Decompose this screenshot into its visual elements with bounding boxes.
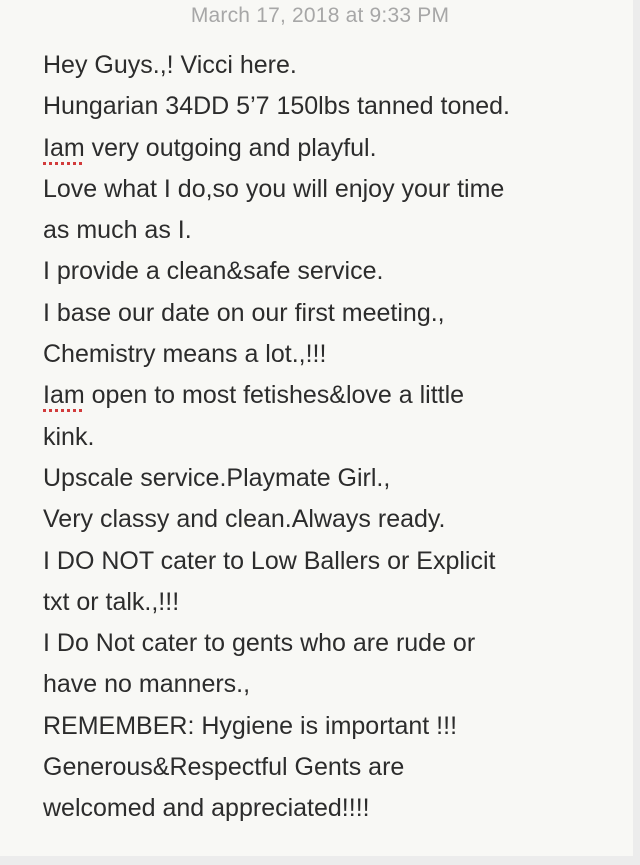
note-line	[43, 375, 613, 416]
note-line-text: open to most fetishes&love a little	[84, 381, 465, 410]
note-line: Generous&Respectful Gents are	[43, 753, 405, 782]
note-line: Chemistry means a lot.,!!!	[43, 340, 327, 369]
note-line-text: very outgoing and playful.	[84, 133, 377, 162]
note-line: Love what I do,so you will enjoy your time	[43, 174, 505, 203]
misspelled-word[interactable]: Iam	[43, 381, 85, 410]
note-line: REMEMBER: Hygiene is important !!!	[43, 711, 458, 740]
note-line: I DO NOT cater to Low Ballers or Explicit	[43, 546, 496, 575]
misspelled-word[interactable]: Iam	[43, 133, 85, 162]
note-line: welcomed and appreciated!!!!	[43, 794, 370, 823]
note-line: Upscale service.Playmate Girl.,	[43, 463, 391, 492]
note-line: Hungarian 34DD 5’7 150lbs tanned toned.	[43, 92, 511, 121]
note-line: I provide a clean&safe service.	[43, 257, 384, 286]
note-line: txt or talk.,!!!	[43, 587, 180, 616]
note-line: I base our date on our first meeting.,	[43, 298, 445, 327]
note-line: have no manners.,	[43, 670, 251, 699]
note-line	[43, 128, 613, 169]
note-line: as much as I.	[43, 216, 192, 245]
note-line: Very classy and clean.Always ready.	[43, 505, 446, 534]
note-line: kink.	[43, 422, 95, 451]
note-timestamp: March 17, 2018 at 9:33 PM	[190, 4, 450, 27]
note-line: Hey Guys.,! Vicci here.	[43, 51, 297, 79]
note-line: I Do Not cater to gents who are rude or	[43, 629, 476, 658]
note-body[interactable]	[43, 45, 613, 830]
